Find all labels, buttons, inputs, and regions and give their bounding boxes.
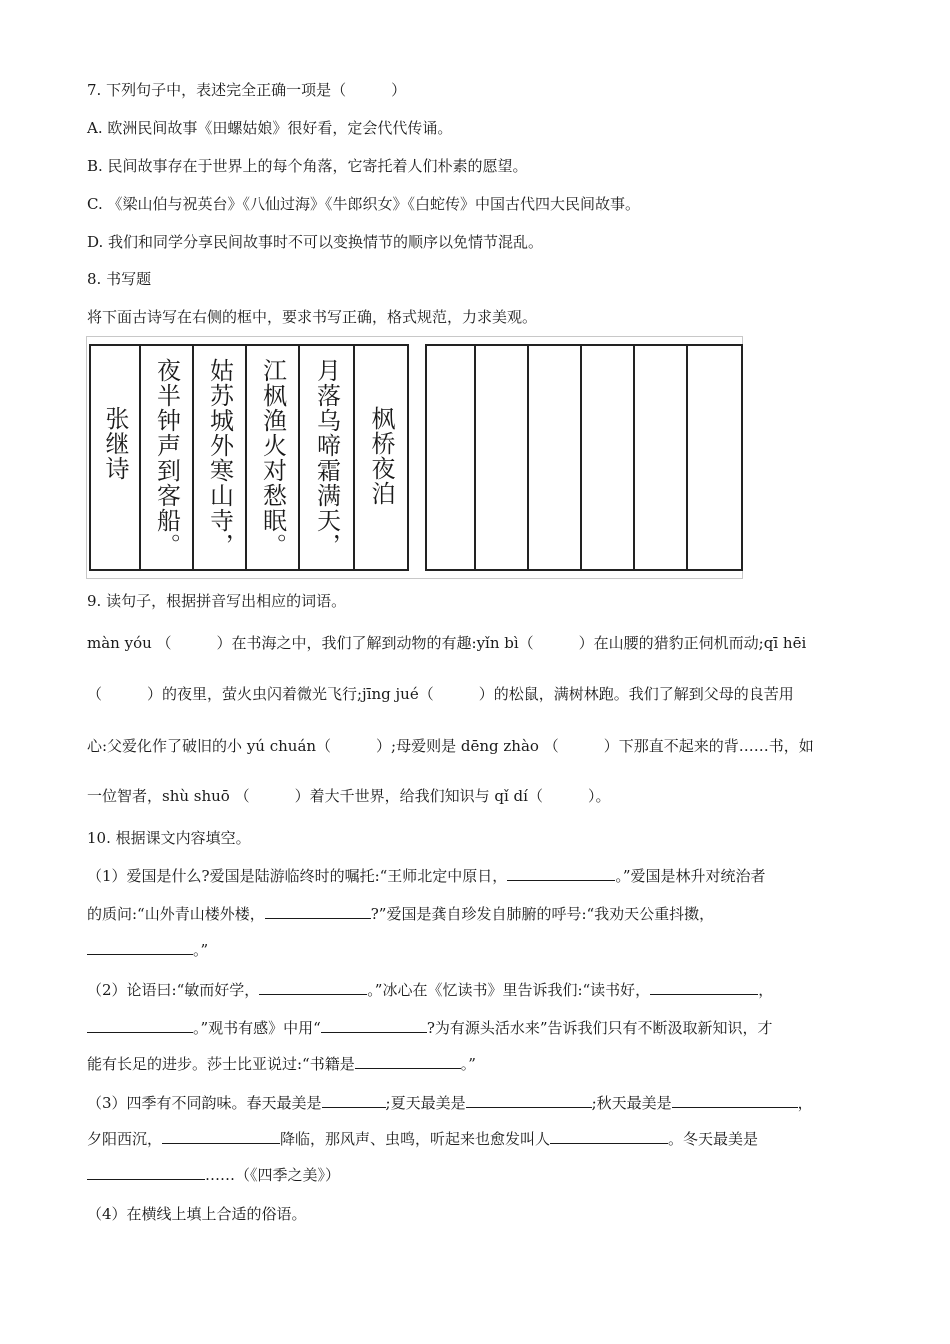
poem-column-title: 枫桥夜泊 [367,406,395,506]
q10-2-line-2: 。”观书有感》中用“ ?为有源头活水来”告诉我们只有不断汲取新知识，才 [87,1018,773,1038]
answer-blank[interactable] [322,1093,386,1108]
q10-4: （4）在横线上填上合适的俗语。 [87,1205,307,1223]
q9-line-3: 心:父爱化作了破旧的小 yú chuán（ ）;母爱则是 dēng zhào （ ）下那直不起来的背……书，如 [87,737,814,755]
q10-2-line-3: 能有长足的进步。莎士比亚说过:“书籍是 。” [87,1055,476,1073]
q8-instruction: 将下面古诗写在右侧的框中，要求书写正确，格式规范，力求美观。 [87,308,538,326]
poem-model-box [89,344,409,571]
answer-column[interactable] [582,346,635,569]
poem-column-line3: 姑苏城外寒山寺， [194,346,247,569]
q10-1-line-3: 。” [87,940,208,960]
answer-blank[interactable] [265,904,371,919]
q9-stem: 9. 读句子，根据拼音写出相应的词语。 [87,592,347,610]
q10-3-line-3: ……（《四季之美》） [87,1165,340,1185]
q7-option-b: B. 民间故事存在于世界上的每个角落，它寄托着人们朴素的愿望。 [87,157,528,175]
q7-option-d: D. 我们和同学分享民间故事时不可以变换情节的顺序以免情节混乱。 [87,233,544,251]
answer-column[interactable] [635,346,688,569]
q10-3-line-2: 夕阳西沉， 降临，那风声、虫鸣，听起来也愈发叫人 。冬天最美是 [87,1130,759,1148]
answer-blank[interactable] [321,1018,427,1033]
answer-blank[interactable] [507,866,615,881]
q9-line-1: màn yóu （ ）在书海之中，我们了解到动物的有趣:yǐn bì（ ）在山腰的猎豹正伺机而动;qī hēi [87,634,807,652]
poem-answer-box[interactable] [425,344,743,571]
poem-column-line4: 夜半钟声到客船。 [141,346,194,569]
answer-blank[interactable] [87,1165,205,1180]
q10-2-line-1: （2）论语曰:“敏而好学， 。”冰心在《忆读书》里告诉我们:“读书好， ， [87,981,774,999]
q7-option-a: A. 欧洲民间故事《田螺姑娘》很好看，定会代代传诵。 [87,119,453,137]
answer-blank[interactable] [355,1054,461,1069]
answer-blank[interactable] [650,980,758,995]
q10-stem: 10. 根据课文内容填空。 [87,829,251,847]
answer-blank[interactable] [550,1129,668,1144]
answer-blank[interactable] [259,980,367,995]
answer-column[interactable] [688,346,741,569]
answer-blank[interactable] [672,1093,798,1108]
poem-writing-grid [86,336,743,579]
q9-line-4: 一位智者，shù shuō （ ）着大千世界，给我们知识与 qǐ dí（ ）。 [87,787,611,805]
answer-blank[interactable] [87,940,193,955]
q7-option-c: C. 《梁山伯与祝英台》《八仙过海》《牛郎织女》《白蛇传》中国古代四大民间故事。 [87,195,640,213]
answer-blank[interactable] [162,1129,280,1144]
answer-column[interactable] [529,346,582,569]
answer-column[interactable] [427,346,476,569]
answer-blank[interactable] [466,1093,592,1108]
poem-column-line1: 月落乌啼霜满天， [300,346,355,569]
q10-1-line-2: 的质问:“山外青山楼外楼， ?”爱国是龚自珍发自肺腑的呼号:“我劝天公重抖擞， [87,905,715,923]
answer-blank[interactable] [87,1018,193,1033]
q8-stem: 8. 书写题 [87,270,152,288]
q10-3-line-1: （3）四季有不同韵味。春天最美是 ;夏天最美是 ;秋天最美是 ， [87,1094,813,1112]
q10-1-line-1: （1）爱国是什么?爱国是陆游临终时的嘱托:“王师北定中原日， 。”爱国是林升对统治者 [87,867,766,885]
poem-column-author: 张继诗 [91,346,141,569]
answer-column[interactable] [476,346,529,569]
q7-stem: 7. 下列句子中，表述完全正确一项是（ ） [87,81,407,99]
q9-line-2: （ ）的夜里，萤火虫闪着微光飞行;jīng jué（ ）的松鼠，满树林跑。我们了解到父母的良苦用 [87,685,794,703]
poem-column-line2: 江枫渔火对愁眠。 [247,346,300,569]
